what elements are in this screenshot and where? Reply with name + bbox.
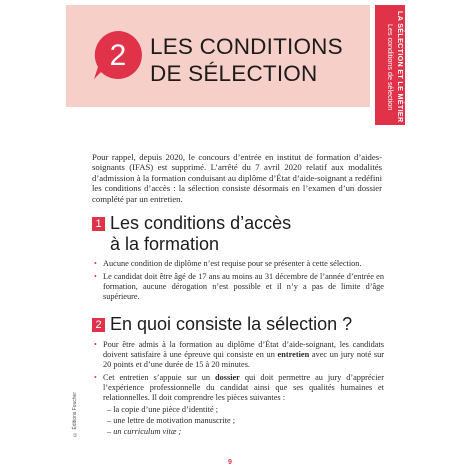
chapter-number-bubble-icon [92,29,144,81]
list-item: • Le candidat doit être âgé de 17 ans au moins au 31 décembre de l’année d’entrée en formation, aucune dérogation n’est possible et il n’y a pas de limite d’âge supérieure. [92,272,384,302]
required-documents-list [103,405,384,437]
page-number: 9 [228,459,232,466]
chapter-number: 2 [109,39,127,72]
section-1-title-line-1: Les conditions d’accès [110,213,292,233]
title-line-1: LES CONDITIONS [150,34,343,59]
list-item: • Pour être admis à la formation au diplôme d’État d’aide-soignant, les candidats doivent satisfaire à une épreuve qui consiste en un entretien avec un jury noté sur 20 points et d’une durée de 15 à 20 minutes. [92,340,384,370]
page-title [150,33,343,87]
intro-paragraph: Pour rappel, depuis 2020, le concours d’entrée en institut de formation d’aides-soignants (IFAS) est supprimé. L’arrêté du 7 avril 2020 relatif aux modalités d’admission à la formation conduisant au diplôme d’État d’aide-soignant a redéfini les conditions d’accès : la sélection consiste désormais en l’examen d’un dossier complété par un entretien. [92,152,382,204]
document-item: – un curriculum vitæ ; [107,426,182,436]
section-1-number: 1 [92,217,105,231]
side-tab-section: LA SÉLECTION ET LE MÉTIER [396,11,405,123]
section-2-number: 2 [92,318,105,332]
section-2-list [92,340,384,440]
side-tab-chapter: Les conditions de sélection [386,23,395,111]
document-item: – une lettre de motivation manuscrite ; [107,415,236,425]
keyword-entretien: entretien [277,350,310,360]
keyword-dossier: dossier [214,373,240,383]
side-tab [375,5,405,125]
document-item: – la copie d’une pièce d’identité ; [107,404,219,414]
section-1-title-line-2: à la formation [110,234,220,254]
section-1-title [110,213,291,255]
copyright: © Éditions Foucher [72,392,78,437]
title-line-2: DE SÉLECTION [150,61,318,86]
section-2-title: En quoi consiste la sélection ? [110,314,353,334]
list-item: • Cet entretien s’appuie sur un dossier qui doit permettre au jury d’apprécier l’expérience professionnelle du candidat ainsi que ses qualités humaines et relationnelles. Il doit comprendre les pièces suivantes : – la copie d’une pièce d’identité ; – une lettre de motivation manuscrite ; – un curriculum vitæ ; [92,373,384,437]
list-item: • Aucune condition de diplôme n’est requise pour se présenter à cette sélection. [92,259,384,269]
section-1-list [92,259,384,305]
